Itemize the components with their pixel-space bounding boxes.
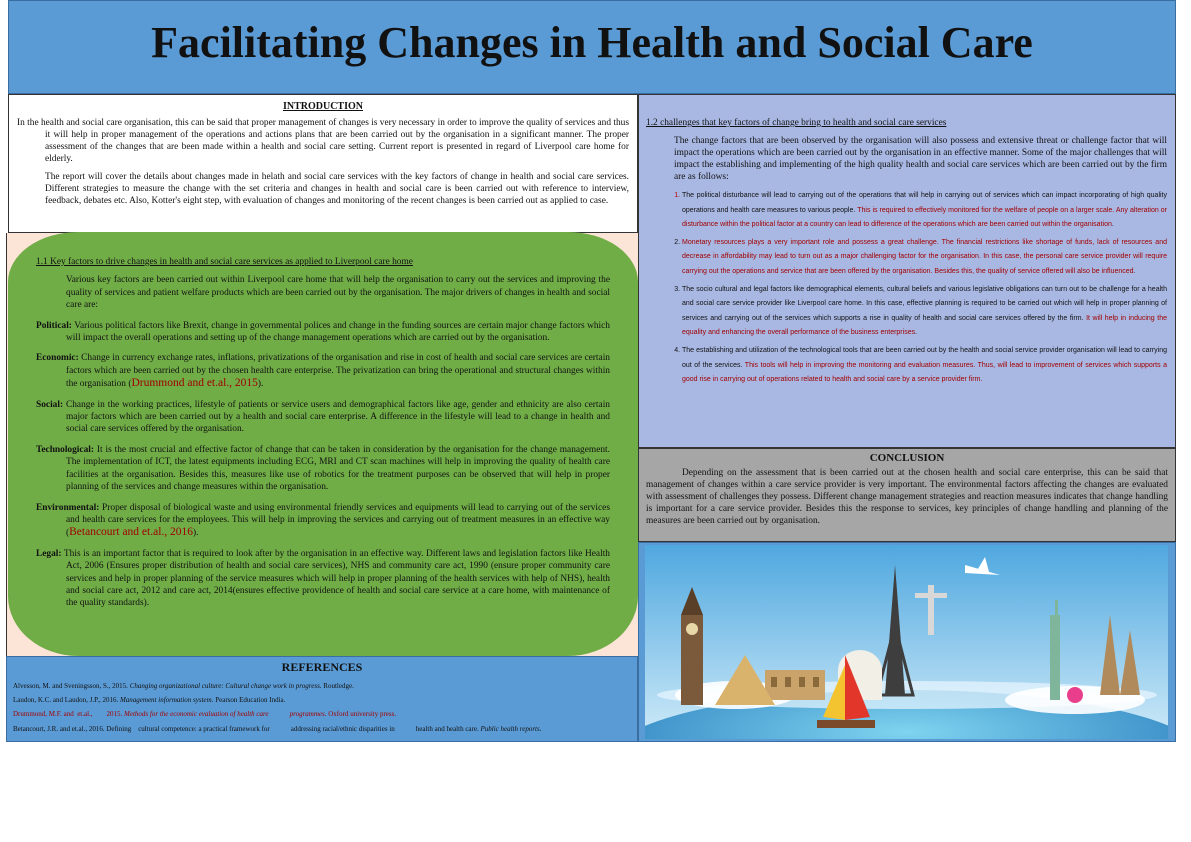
section-1-1-heading: 1.1 Key factors to drive changes in health and social care services as applied to Liverpool care home <box>36 257 413 267</box>
reference-title: Methods for the economic evaluation of health care programmes <box>124 710 325 719</box>
conclusion-box <box>638 448 1176 542</box>
factor-label: Political: <box>36 320 72 331</box>
challenge-text: The establishing and utilization of the technological tools that are been carried out by the health and social service provider organisation will lead to carrying out of the services. <box>682 346 1167 369</box>
conclusion-heading: CONCLUSION <box>869 452 945 464</box>
challenges-list <box>646 189 1167 388</box>
section-1-2-heading: 1.2 challenges that key factors of change bring to health and social care services <box>646 118 947 128</box>
section-1-1-intro: Various key factors are been carried out within Liverpool care home that will help the organisation to carry out the services and improving the quality of services and patient welfare products which are been carried out by the organisation. The major drivers of changes in health and social care are: <box>66 275 610 311</box>
factor-text: Proper disposal of biological waste and using environmental friendly services and equipments will lead to carrying out of the services and health care services for the employees. This will help in improving the services and carrying out of treatment measures in an effective way ( <box>66 502 610 539</box>
challenge-text-end: . <box>915 329 918 337</box>
factor-item <box>36 399 610 436</box>
reference-item <box>13 693 631 707</box>
reference-publisher: . Pearson Education India. <box>211 696 286 705</box>
factor-text: Change in the working practices, lifestyle of patients or service users and demographical factors like age, gender and ethnicity are also certain major factors which are been carried out by a health and social care enterprise. A difference in the lifestyle will lead to a change in health and social care services offered by the organisation. <box>63 399 610 435</box>
factor-citation: Betancourt and et.al., 2016 <box>69 526 194 539</box>
reference-title: Changing organizational culture: Cultural change work in progress <box>129 682 320 690</box>
factor-item <box>36 444 610 494</box>
factor-item <box>36 502 610 540</box>
introduction-heading: INTRODUCTION <box>282 101 363 112</box>
factor-citation: Drummond and et.al., 2015 <box>131 377 258 390</box>
introduction-box <box>8 94 638 233</box>
factor-label: Social: <box>36 399 64 410</box>
factor-label: Legal: <box>36 548 62 559</box>
challenge-text: The socio cultural and legal factors like demographical elements, cultural beliefs and various legislative obligations can turn out to be challenge for a health and social care service provider like Liverpool care home. In this case, effective planning is required to be carried out which will help in proper planning of services and carrying out of the services which supports a rise in quality of health and social care services offered by the firm. <box>682 285 1167 322</box>
reference-title: Management information system <box>119 696 212 705</box>
image-panel <box>638 542 1176 742</box>
factor-text: It is the most crucial and effective factor of change that can be taken in consideration by the organisation for the change management. The implementation of ICT, the latest equipments including ECG, MRI and CT scan machines will help in improving the quality of health care facilities at the organisation. Besides this, measures like use of robotics for the treatment purposes can be observed that will help in proper planning of the services and change measures within the organisation. <box>66 444 610 493</box>
page-title: Facilitating Changes in Health and Social Care <box>151 18 1033 67</box>
challenge-emphasis: This tools will help in improving the monitoring and evaluation measures. Thus, will lead to improvement of services which supports a good rise in carrying out of operations related to health and social care by a service provider firm. <box>682 361 1167 384</box>
factor-text-end: ). <box>257 379 264 390</box>
reference-publisher: . <box>539 724 542 733</box>
factor-label: Economic: <box>36 353 79 364</box>
factor-item <box>36 320 610 345</box>
world-landmarks-icon <box>645 545 1168 739</box>
challenge-item <box>682 344 1167 388</box>
factor-text-end: ). <box>193 528 199 539</box>
key-factors-panel <box>8 232 638 656</box>
section-1-2-intro: The change factors that are been observed by the organisation will also possess and extensive threat or challenge factor that will impact the operations which are been carried out by the organisation in an effective manner. Some of the major challenges that will impact the establishing and implementing of the high quality health and social care services which are been carried out by the firm are as follows: <box>674 136 1167 182</box>
reference-item <box>13 707 631 721</box>
reference-item <box>13 679 631 693</box>
factor-label: Technological: <box>36 444 94 455</box>
reference-authors: Alvesson, M. and Sveningsson, S., 2015. <box>13 682 130 690</box>
challenge-item <box>682 189 1167 233</box>
challenge-text: The political disturbance will lead to carrying out of the operations that will help in carrying out of services which can impact incorporating of high quality operations and health care measures to various people. <box>682 192 1167 214</box>
reference-publisher: . Oxford university press. <box>324 710 397 719</box>
challenge-item <box>682 283 1167 341</box>
reference-list <box>13 679 631 736</box>
title-banner <box>8 0 1176 94</box>
challenge-emphasis: Monetary resources plays a very important role and possess a great challenge. The financial restrictions like shortage of funds, lack of resources and decrease in affordability may lead to turn out as a major challenging factor for the organisation. In this case, the personal care service provider will require carrying out the operations and service that are been offered by the organisation. Besides this, the quality of service offered will also be influenced <box>682 238 1167 275</box>
reference-item <box>13 722 631 736</box>
factor-item <box>36 352 610 390</box>
introduction-paragraph-2: The report will cover the details about changes made in helath and social care services with the key factors of change in health and social care services. Different strategies to measure the change with the set criteria and changes in health and social care is been carried out with reference to interview, feedback, debates etc. Also, Kotter's eight step, with evaluation of changes and monitoring of the recent changes is been carried out as applied to case. <box>45 172 629 206</box>
references-box <box>6 656 638 742</box>
conclusion-text: Depending on the assessment that is been carried out at the chosen health and social care enterprise, this can be said that management of changes within a care service provider is very important. The environmental factors affecting the changes are evaluated with assessment of challenges they possess. Different change management strategies and reaction measures indicates that change handling is important for a care service provider. Besides this the response to services, key principles of change handling and planning of the measures are been carried out by organisation. <box>646 468 1168 526</box>
factor-text: Various political factors like Brexit, change in governmental polices and change in the funding sources are certain major change factors which will impact the overall operations and setting up of the change management operations which are carried out by the organisation. <box>66 320 610 344</box>
challenge-item <box>682 236 1167 280</box>
challenge-text-end: . <box>1111 221 1114 229</box>
references-heading: REFERENCES <box>281 660 363 674</box>
factor-label: Environmental: <box>36 502 100 513</box>
factor-item <box>36 548 610 610</box>
reference-title: Public health reports <box>480 724 540 733</box>
reference-publisher: . Routledge. <box>319 682 354 690</box>
challenge-emphasis: It will help in inducing the equality and enhancing the overall performance of the business enterprises <box>682 314 1168 337</box>
reference-authors: Laudon, K.C. and Laudon, J.P., 2016. <box>13 696 120 705</box>
factor-text: This is an important factor that is required to look after by the organisation in an effective way. Different laws and legislation factors like Health Act, 2006 (Ensures proper distribution of health and social care services), NHS and community care act, 1990 (ensure proper community care services and help in proper planning of the service measures which will help in proper planning of the health services with help of NHS), health and social care act, 2012 and care act, 2014(ensures effective providence of health and social care service at a care home, with maintenance of the quality standards). <box>61 548 610 609</box>
introduction-paragraph-1: In the health and social care organisation, this can be said that proper management of changes is very necessary in order to improve the quality of services and thus it will help in proper management of the operations and actions plans that are been carried out by the organisation in a significant manner. The proper assessment of the changes that are been made within a health and social care setting. Current report is presented in regard of Liverpool care home for elderly. <box>17 118 629 164</box>
reference-authors: Drummond, M.F. and et.al., 2015. <box>13 710 125 719</box>
world-landmarks-illustration <box>645 545 1168 739</box>
factor-list <box>36 320 610 610</box>
challenges-panel <box>638 94 1176 448</box>
factor-text: Change in currency exchange rates, inflations, privatizations of the organisation and rise in cost of health and social care services are certain factors which are been carried out by the chosen health care enterprise. The privatization can bring the operational and structural changes within the organisation ( <box>66 353 610 390</box>
challenge-emphasis: This is required to effectively monitored fior the welfare of people on a larger scale. Any alteration or disturbance within the political factor at a country can lead to difference of the operations which are been carried out within the organisation <box>682 206 1167 229</box>
reference-authors: Betancourt, J.R. and et.al., 2016. Defining cultural competence: a practical framework for addressing racial/ethnic disparities in health and health care. <box>13 724 481 733</box>
challenge-text-end: . <box>1133 267 1136 275</box>
